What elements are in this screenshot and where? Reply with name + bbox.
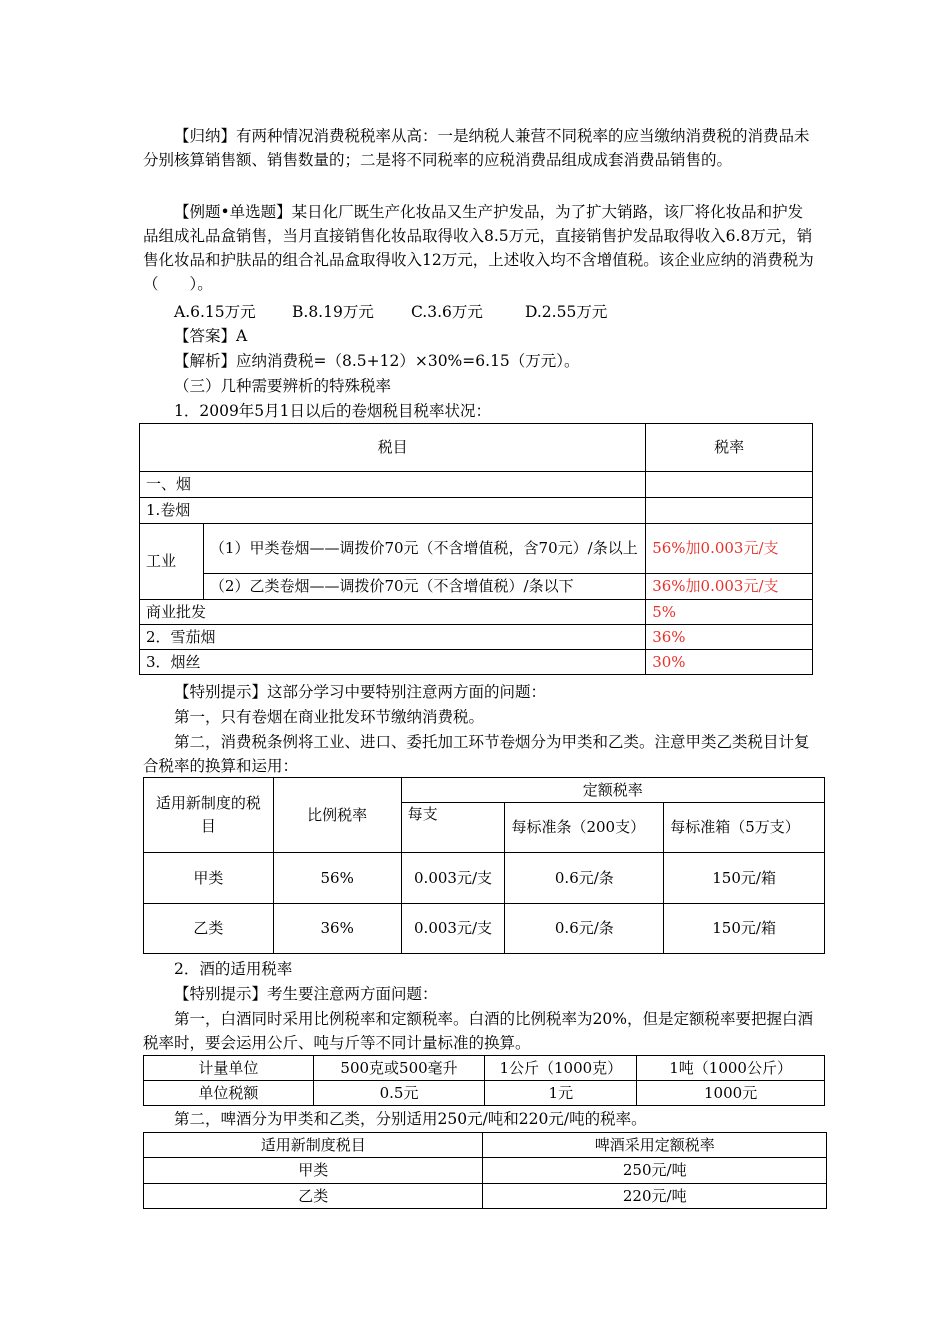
header-per-box: 每标准箱（5万支） <box>664 803 825 853</box>
header-beer-item: 适用新制度税目 <box>144 1133 483 1158</box>
liquor-unit-table <box>143 1055 825 1106</box>
option-b: B.8.19万元 <box>292 303 374 321</box>
answer-options <box>174 300 846 324</box>
row-class-a-pack: 0.6元/条 <box>505 853 664 904</box>
rate-class-b: 36%加0.003元/支 <box>646 574 813 600</box>
tip-2-first: 第一，白酒同时采用比例税率和定额税率。白酒的比例税率为20%，但是定额税率要把握白酒税率时，要会运用公斤、吨与斤等不同计量标准的换算。 <box>143 1010 813 1052</box>
tip-1-second: 第二，消费税条例将工业、进口、委托加工环节卷烟分为甲类和乙类。注意甲类乙类税目计复合税率的换算和运用： <box>143 733 810 775</box>
header-unit: 计量单位 <box>144 1056 314 1081</box>
row-beer-a: 甲类 <box>144 1158 483 1184</box>
option-d: D.2.55万元 <box>525 303 608 321</box>
item-2-heading: 2．酒的适用税率 <box>174 960 293 978</box>
analysis-line: 【解析】应纳消费税=（8.5+12）×30%=6.15（万元）。 <box>174 352 580 370</box>
summary-paragraph: 【归纳】有两种情况消费税税率从高：一是纳税人兼营不同税率的应当缴纳消费税的消费品未分别核算销售额、销售数量的；二是将不同税率的应税消费品组成成套消费品销售的。 <box>143 127 810 169</box>
tax-1kg: 1元 <box>485 1081 637 1106</box>
header-beer-rate: 啤酒采用定额税率 <box>483 1133 827 1158</box>
tip-2-second: 第二，啤酒分为甲类和乙类，分别适用250元/吨和220元/吨的税率。 <box>174 1110 647 1128</box>
tip-1: 【特别提示】这部分学习中要特别注意两方面的问题： <box>174 683 547 701</box>
header-1kg: 1公斤（1000克） <box>485 1056 637 1081</box>
section-heading: （三）几种需要辨析的特殊税率 <box>174 377 392 395</box>
rate-shred-tobacco: 30% <box>646 650 813 675</box>
tip-2: 【特别提示】考生要注意两方面问题： <box>174 985 438 1003</box>
beer-rate-table <box>143 1132 827 1209</box>
rate-beer-b: 220元/吨 <box>483 1184 827 1209</box>
header-per-stick: 每支 <box>401 803 505 853</box>
row-shred-tobacco: 3．烟丝 <box>140 650 646 675</box>
compound-rate-table <box>143 777 825 954</box>
row-beer-b: 乙类 <box>144 1184 483 1209</box>
rate-wholesale: 5% <box>646 600 813 625</box>
item-1-heading: 1．2009年5月1日以后的卷烟税目税率状况： <box>174 402 492 420</box>
row-class-b-ratio: 36% <box>273 904 401 954</box>
header-fixed-rate: 定额税率 <box>401 778 824 803</box>
row-class-a-name: 甲类 <box>144 853 274 904</box>
row-cigarette: 1.卷烟 <box>140 498 646 524</box>
row-class-a-box: 150元/箱 <box>664 853 825 904</box>
header-new-item: 适用新制度的税目 <box>144 778 274 853</box>
rate-class-a: 56%加0.003元/支 <box>646 524 813 574</box>
row-class-b-pack: 0.6元/条 <box>505 904 664 954</box>
row-industry: 工业 <box>140 524 204 600</box>
row-class-b-box: 150元/箱 <box>664 904 825 954</box>
tip-1-first: 第一，只有卷烟在商业批发环节缴纳消费税。 <box>174 708 485 726</box>
header-tax-item: 税目 <box>140 424 646 472</box>
answer-line: 【答案】A <box>174 327 248 345</box>
option-a: A.6.15万元 <box>174 303 256 321</box>
row-class-a-stick: 0.003元/支 <box>401 853 505 904</box>
row-tobacco: 一、烟 <box>140 472 646 498</box>
rate-empty <box>646 498 813 524</box>
cigarette-rate-table <box>139 423 813 675</box>
header-ratio-rate: 比例税率 <box>273 778 401 853</box>
example-question: 【例题•单选题】某日化厂既生产化妆品又生产护发品，为了扩大销路，该厂将化妆品和护发品组成礼品盒销售，当月直接销售化妆品取得收入8.5万元，直接销售护发品取得收入6.8万元，销售化妆品和护肤品的组合礼品盒取得收入12万元，上述收入均不含增值税。该企业应纳的消费税为（ ）。 <box>143 203 814 293</box>
tax-1ton: 1000元 <box>637 1081 825 1106</box>
row-class-a-ratio: 56% <box>273 853 401 904</box>
row-cigar: 2．雪茄烟 <box>140 625 646 650</box>
row-class-b-name: 乙类 <box>144 904 274 954</box>
row-class-a: （1）甲类卷烟——调拨价70元（不含增值税，含70元）/条以上 <box>203 524 645 574</box>
rate-beer-a: 250元/吨 <box>483 1158 827 1184</box>
header-tax-rate: 税率 <box>646 424 813 472</box>
row-class-b-stick: 0.003元/支 <box>401 904 505 954</box>
row-wholesale: 商业批发 <box>140 600 646 625</box>
rate-empty <box>646 472 813 498</box>
row-class-b: （2）乙类卷烟——调拨价70元（不含增值税）/条以下 <box>203 574 645 600</box>
header-500g: 500克或500毫升 <box>313 1056 485 1081</box>
rate-cigar: 36% <box>646 625 813 650</box>
option-c: C.3.6万元 <box>411 303 483 321</box>
row-unit-tax: 单位税额 <box>144 1081 314 1106</box>
header-1ton: 1吨（1000公斤） <box>637 1056 825 1081</box>
header-per-pack: 每标准条（200支） <box>505 803 664 853</box>
tax-500g: 0.5元 <box>313 1081 485 1106</box>
